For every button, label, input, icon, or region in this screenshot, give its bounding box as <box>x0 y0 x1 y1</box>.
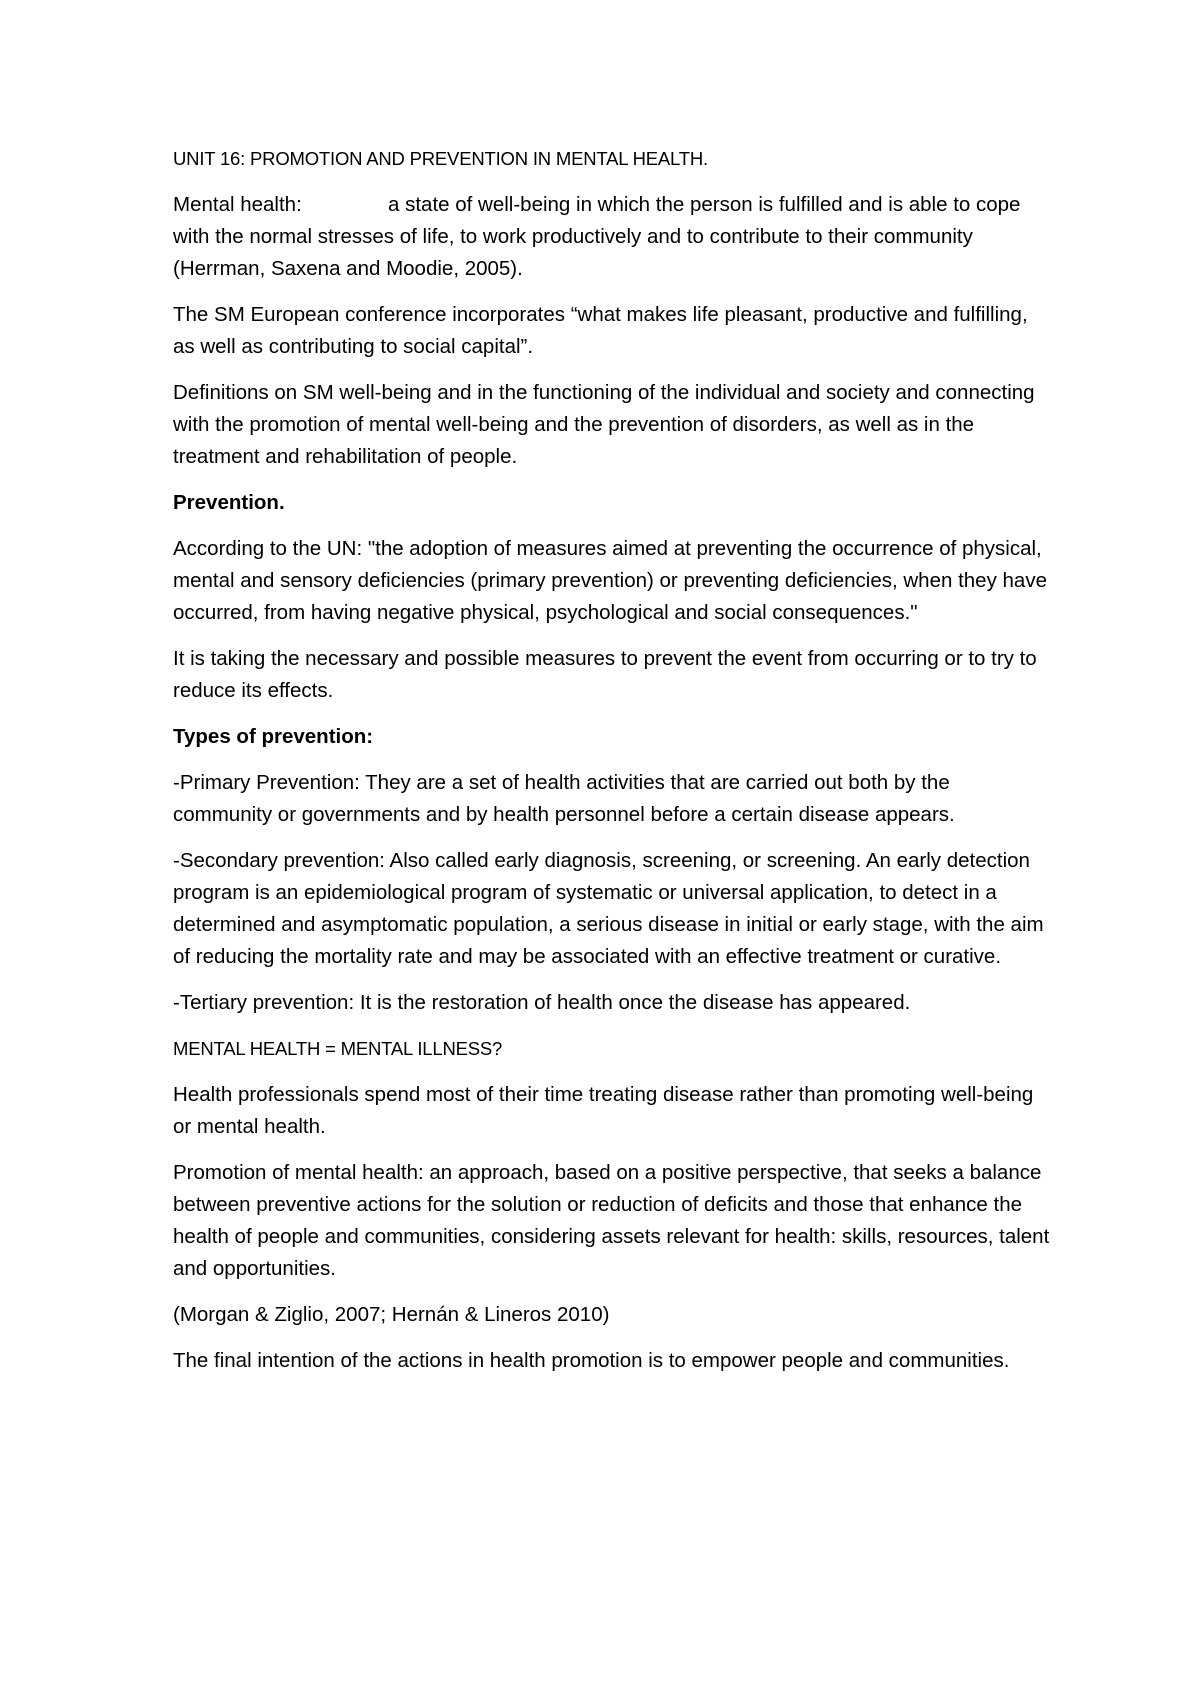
prevention-measures-paragraph: It is taking the necessary and possible measures to prevent the event from occurring or to try to reduce its effects. <box>173 647 1037 702</box>
prevention-heading: Prevention. <box>173 491 285 514</box>
un-definition-paragraph: According to the UN: "the adoption of measures aimed at preventing the occurrence of physical, mental and sensory deficiencies (primary prevention) or preventing deficiencies, when they have occurred, from having negative physical, psychological and social consequences." <box>173 537 1047 624</box>
citation-paragraph: (Morgan & Ziglio, 2007; Hernán & Lineros 2010) <box>173 1303 610 1326</box>
types-of-prevention-heading: Types of prevention: <box>173 725 374 748</box>
tertiary-prevention-paragraph: -Tertiary prevention: It is the restoration of health once the disease has appeared. <box>173 991 911 1014</box>
mental-health-definition: a state of well-being in which the person is fulfilled and is able to cope with the normal stresses of life, to work productively and to contribute to their community (Herrman, Saxena and Moodie, 2005). <box>173 193 1021 280</box>
sm-conference-paragraph: The SM European conference incorporates “what makes life pleasant, productive and fulfilling, as well as contributing to social capital”. <box>173 303 1028 358</box>
primary-prevention-paragraph: -Primary Prevention: They are a set of health activities that are carried out both by the community or governments and by health personnel before a certain disease appears. <box>173 771 955 826</box>
definitions-sm-paragraph: Definitions on SM well-being and in the functioning of the individual and society and connecting with the promotion of mental well-being and the prevention of disorders, as well as in the treatment and rehabilitation of people. <box>173 381 1035 468</box>
mental-health-question-heading: MENTAL HEALTH = MENTAL ILLNESS? <box>173 1038 503 1059</box>
secondary-prevention-paragraph: -Secondary prevention: Also called early diagnosis, screening, or screening. An early detection program is an epidemiological program of systematic or universal application, to detect in a determined and asymptomatic population, a serious disease in initial or early stage, with the aim of reducing the mortality rate and may be associated with an effective treatment or curative. <box>173 849 1044 968</box>
mental-health-term: Mental health: <box>173 193 302 216</box>
document-title: UNIT 16: PROMOTION AND PREVENTION IN MENTAL HEALTH. <box>173 148 708 169</box>
mental-health-definition-paragraph <box>173 189 1053 285</box>
final-intention-paragraph: The final intention of the actions in health promotion is to empower people and communities. <box>173 1349 1010 1372</box>
promotion-of-mental-health-paragraph: Promotion of mental health: an approach, based on a positive perspective, that seeks a balance between preventive actions for the solution or reduction of deficits and those that enhance the health of people and communities, considering assets relevant for health: skills, resources, talent and opportunities. <box>173 1161 1050 1280</box>
health-professionals-paragraph: Health professionals spend most of their time treating disease rather than promoting well-being or mental health. <box>173 1083 1034 1138</box>
document-page <box>173 143 1053 1391</box>
